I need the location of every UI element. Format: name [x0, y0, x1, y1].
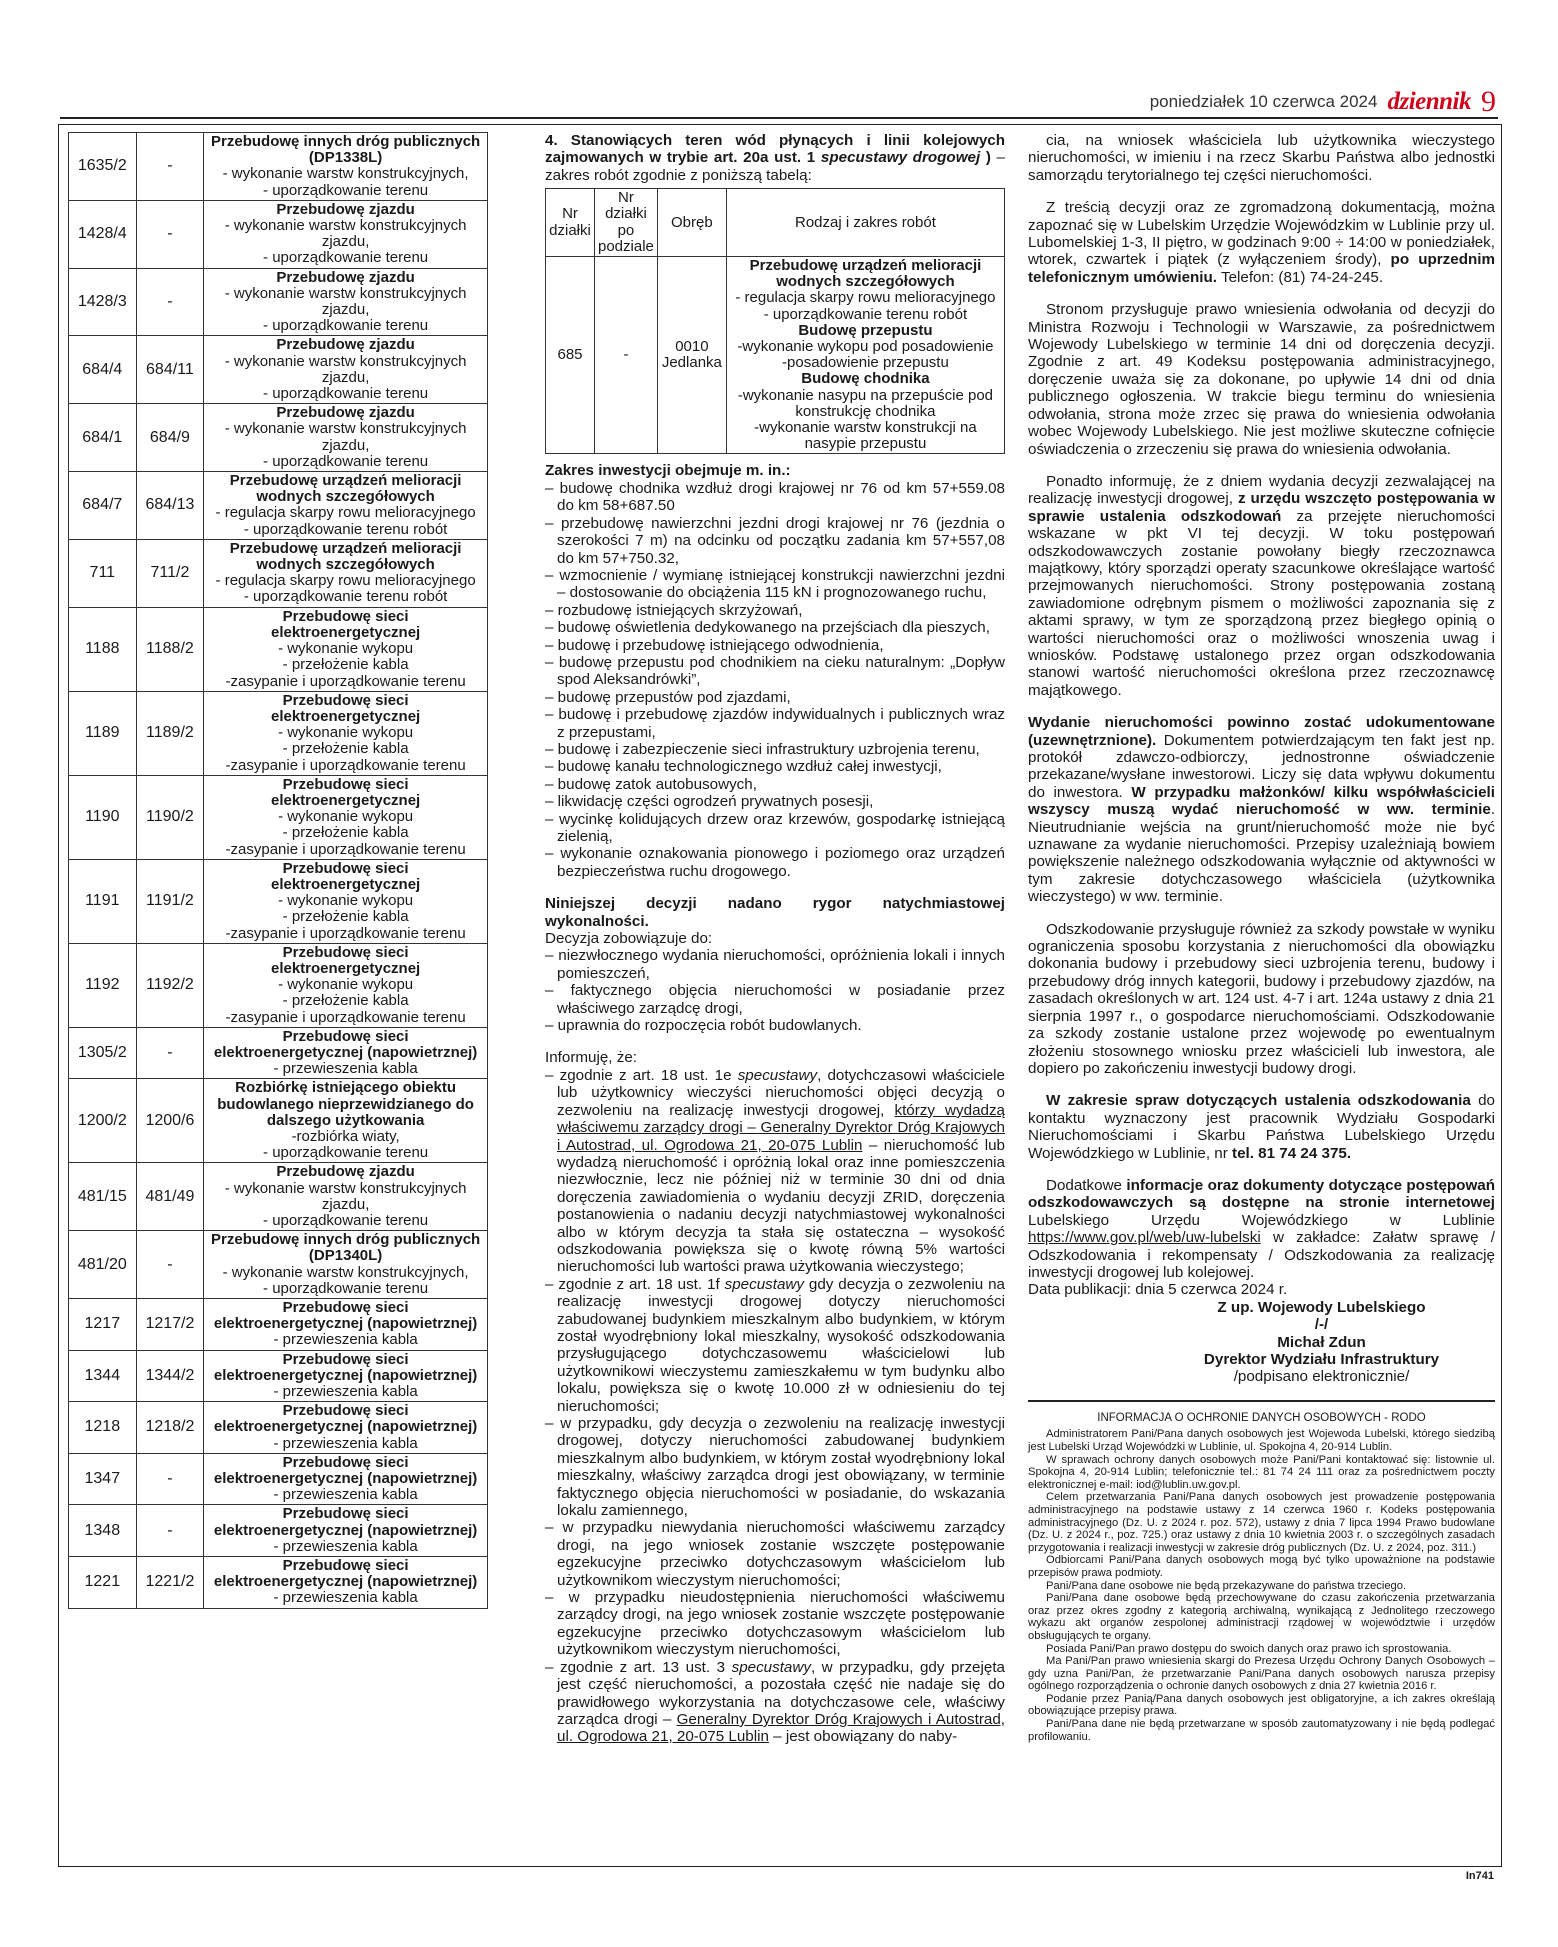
rygor-title: Niniejszej decyzji nadano rygor natychmiastowej wykonalności.: [545, 895, 1005, 930]
cell-parcel-nr: 1344: [69, 1350, 137, 1402]
cell-parcel-sub: 481/49: [136, 1163, 204, 1231]
column-3: [1028, 132, 1495, 1743]
th-obreb: Obręb: [657, 189, 726, 257]
cell-works: Przebudowę sieci elektroenergetycznej (napowietrznej) - przewieszenia kabla: [204, 1402, 488, 1454]
list-item: – wykonanie oznakowania pionowego i poziomego oraz urządzeń bezpieczeństwa ruchu drogowego.: [545, 845, 1005, 880]
cell-parcel-nr: 684/7: [69, 472, 137, 540]
cell-parcel-nr: 1217: [69, 1299, 137, 1351]
list-item: – niezwłocznego wydania nieruchomości, opróżnienia lokali i innych pomieszczeń,: [545, 947, 1005, 982]
rodo-title: INFORMACJA O OCHRONIE DANYCH OSOBOWYCH - RODO: [1097, 1411, 1426, 1424]
rygor-list: [545, 947, 1005, 1034]
cell-sub: -: [595, 257, 658, 454]
cell-parcel-sub: -: [136, 200, 204, 268]
info-list: [545, 1067, 1005, 1746]
cell-works: Przebudowę innych dróg publicznych (DP1340L) - wykonanie warstw konstrukcyjnych, - uporządkowanie terenu: [204, 1231, 488, 1299]
cell-works: Przebudowę sieci elektroenergetycznej (napowietrznej) - przewieszenia kabla: [204, 1299, 488, 1351]
paragraph: Wydanie nieruchomości powinno zostać udokumentowane (uzewnętrznione). Dokumentem potwierdzającym ten fakt jest np. protokół zdawczo-odbiorczy, jednostronne oświadczenie przekazane/wysłane inwestorowi. Liczy się data wpływu dokumentu do inwestora. W przypadku małżonków/ kilku współwłaścicieli wszyscy muszą wydać nieruchomość w ww. terminie. Nieutrudnianie wejścia na grunt/nieruchomość może nie być uznawane za wydanie nieruchomości. Przepisy uzależniają bowiem powiększenie należnego odszkodowania wyłącznie od aktywności w tym zakresie dotychczasowego właściciela (użytkownika wieczystego) w ww. terminie.: [1028, 714, 1495, 906]
table-row: [69, 775, 488, 859]
list-item: – zgodnie z art. 18 ust. 1f specustawy gdy decyzja o zezwoleniu na realizację inwestycji drogowej dotyczy nieruchomości zabudowanej budynkiem mieszkalnym albo budynkiem, w którym został wyodrębniony lokal mieszkalny, wysokość odszkodowania przysługującego dotychczasowemu właścicielowi lub użytkownikowi wieczystemu zamieszkałemu w tym budynku albo lokalu, powiększa się o kwotę 10.000 zł w odniesieniu do tej nieruchomości;: [545, 1276, 1005, 1415]
cell-nr: 685: [546, 257, 595, 454]
th-scope: Rodzaj i zakres robót: [726, 189, 1004, 257]
list-item: – budowę i przebudowę istniejącego odwodnienia,: [545, 637, 1005, 654]
cell-parcel-sub: -: [136, 1453, 204, 1505]
rodo-paragraph: Posiada Pani/Pan prawo dostępu do swoich danych oraz prawo ich sprostowania.: [1046, 1642, 1452, 1655]
cell-parcel-sub: -: [136, 1505, 204, 1557]
cell-works: Przebudowę innych dróg publicznych (DP1338L) - wykonanie warstw konstrukcyjnych, - uporządkowanie terenu: [204, 133, 488, 201]
table-row: [69, 1079, 488, 1163]
scope-title: Zakres inwestycji obejmuje m. in.:: [545, 462, 791, 480]
cell-parcel-sub: 684/11: [136, 336, 204, 404]
rodo-paragraph: Pani/Pana dane osobowe będą przechowywane do czasu zakończenia przetwarzania oraz przez okres zgodny z kategorią archiwalną, wynikającą z Jednolitego rzeczowego wykazu akt organów zespolonej administracji rządowej w województwie i urzędów obsługujących te organy.: [1028, 1592, 1495, 1642]
table-row: [69, 268, 488, 336]
cell-parcel-sub: -: [136, 1231, 204, 1299]
column-1: [68, 132, 488, 1609]
list-item: – budowę oświetlenia dedykowanego na przejściach dla pieszych,: [545, 619, 1005, 636]
table-row: [546, 257, 1005, 454]
table-row: [69, 472, 488, 540]
list-item: – faktycznego objęcia nieruchomości w posiadanie przez właściwego zarządcę drogi,: [545, 982, 1005, 1017]
cell-parcel-nr: 684/1: [69, 404, 137, 472]
rodo-paragraph: Administratorem Pani/Pana danych osobowych jest Wojewoda Lubelski, którego siedzibą jest Lubelski Urząd Wojewódzki w Lublinie, ul. Spokojna 4, 20-914 Lublin.: [1028, 1428, 1495, 1453]
cell-parcel-sub: 1192/2: [136, 943, 204, 1027]
cell-parcel-sub: 684/13: [136, 472, 204, 540]
list-item: – przebudowę nawierzchni jezdni drogi krajowej nr 76 (jezdnia o szerokości 7 m) na odcinku od początku zadania km 57+557,08 do km 57+750.32,: [545, 515, 1005, 567]
column-2: [545, 132, 1005, 1746]
cell-parcel-sub: 711/2: [136, 539, 204, 607]
cell-parcel-nr: 1347: [69, 1453, 137, 1505]
cell-parcel-sub: 1218/2: [136, 1402, 204, 1454]
table-row: [69, 336, 488, 404]
th-nr: Nr działki: [546, 189, 595, 257]
water-rail-table: [545, 188, 1005, 454]
cell-works: Przebudowę sieci elektroenergetycznej - wykonanie wykopu - przełożenie kabla -zasypanie i uporządkowanie terenu: [204, 607, 488, 691]
info-intro: Informuję, że:: [545, 1049, 638, 1067]
table-row: [69, 943, 488, 1027]
cell-works: Przebudowę sieci elektroenergetycznej - wykonanie wykopu - przełożenie kabla -zasypanie i uporządkowanie terenu: [204, 943, 488, 1027]
cell-parcel-sub: -: [136, 133, 204, 201]
list-item: – budowę przepustów pod zjazdami,: [545, 689, 1005, 706]
list-item: – budowę i przebudowę zjazdów indywidualnych i publicznych wraz z przepustami,: [545, 706, 1005, 741]
cell-parcel-sub: 1191/2: [136, 859, 204, 943]
rodo-paragraph: Celem przetwarzania Pani/Pana danych osobowych jest prowadzenie postępowania administracyjnego na podstawie ustawy z 14 czerwca 1960 r. Kodeks postępowania administracyjnego (Dz. U. z 2024 r. poz. 572), ustawy z dnia 7 lipca 1994 Prawo budowlane (Dz. U. z 2024 r., poz. 725.) oraz ustawy z dnia 10 kwietnia 2003 r. o szczególnych zasadach przygotowania i realizacji inwestycji w zakresie dróg publicznych (Dz. U. z 2024, poz. 311.): [1028, 1491, 1495, 1554]
list-item: – zgodnie z art. 18 ust. 1e specustawy, dotychczasowi właściciele lub użytkownicy wieczyści nieruchomości objęci decyzją o zezwoleniu na realizację inwestycji drogowej, którzy wydadzą właściwemu zarządcy drogi – Generalny Dyrektor Dróg Krajowych i Autostrad, ul. Ogrodowa 21, 20-075 Lublin – nieruchomość lub wydadzą nieruchomość i opróżnią lokal oraz inne pomieszczenia niezwłocznie, lecz nie później niż w terminie 30 dni od dnia doręczenia zawiadomienia o wydaniu decyzji ZRID, doręczenia postanowienia o nadaniu decyzji natychmiastowej wykonalności albo w którym decyzja ta stała się ostateczna – wysokość odszkodowania powiększa się o kwotę równą 5% wartości nieruchomości lub wartości prawa użytkowania wieczystego;: [545, 1067, 1005, 1276]
paragraph: Odszkodowanie przysługuje również za szkody powstałe w wyniku ograniczenia sposobu korzystania z nieruchomości dla obowiązku dokonania budowy i przebudowy sieci uzbrojenia terenu, budowy i przebudowy dróg innych kategorii, budowy i przebudowy zjazdów, na zasadach określonych w art. 124 ust. 4-7 i art. 124a ustawy z dnia 21 sierpnia 1997 r., o gospodarce nieruchomościami. Odszkodowanie za szkody zostanie ustalone przez wojewodę po ewentualnym złożeniu stosownego wniosku przez właścicieli lub inwestora, ale dopiero po zakończeniu inwestycji budowy drogi.: [1028, 920, 1495, 1077]
cell-works: Przebudowę sieci elektroenergetycznej (napowietrznej) - przewieszenia kabla: [204, 1453, 488, 1505]
header-rule: [60, 117, 1498, 119]
rodo-paragraph: Ma Pani/Pan prawo wniesienia skargi do Prezesa Urzędu Ochrony Danych Osobowych – gdy uzna Pani/Pan, że przetwarzanie Pani/Pana danych osobowych narusza przepisy ogólnego rozporządzenia o ochronie danych osobowych z dnia 27 kwietnia 2016 r.: [1028, 1655, 1495, 1693]
table-row: [69, 691, 488, 775]
page-number: 9: [1481, 85, 1496, 118]
cell-parcel-nr: 1191: [69, 859, 137, 943]
table-row: [69, 539, 488, 607]
list-item: – budowę i zabezpieczenie sieci infrastruktury uzbrojenia terenu,: [545, 741, 1005, 758]
cell-parcel-nr: 1200/2: [69, 1079, 137, 1163]
newspaper-logo: dziennik: [1387, 88, 1471, 115]
cell-parcel-sub: -: [136, 1027, 204, 1079]
list-item: – w przypadku, gdy decyzja o zezwoleniu na realizację inwestycji drogowej, dotyczy nieruchomości zabudowanej budynkiem mieszkalnym albo budynkiem, w którym został wyodrębniony lokal mieszkalny, właściwy zarządca drogi jest obowiązany, w terminie faktycznego objęcia nieruchomości w posiadanie, do wskazania lokalu zamiennego,: [545, 1415, 1005, 1519]
cell-works: Przebudowę urządzeń melioracji wodnych szczegółowych - regulacja skarpy rowu melioracyjnego - uporządkowanie terenu robót: [204, 539, 488, 607]
rodo-paragraph: W sprawach ochrony danych osobowych może Pani/Pani kontaktować się: listownie ul. Spokojna 4, 20-914 Lublin; telefonicznie tel.: 81 74 24 111 oraz za pośrednictwem poczty elektronicznej e-mail: iod@lublin.uw.gov.pl.: [1028, 1453, 1495, 1491]
cell-parcel-nr: 481/20: [69, 1231, 137, 1299]
cell-works: Przebudowę sieci elektroenergetycznej (napowietrznej) - przewieszenia kabla: [204, 1027, 488, 1079]
cell-parcel-nr: 1189: [69, 691, 137, 775]
cell-parcel-nr: 1428/3: [69, 268, 137, 336]
issue-date: poniedziałek 10 czerwca 2024: [1149, 92, 1378, 111]
rodo-paragraph: Pani/Pana dane osobowe nie będą przekazywane do państwa trzeciego.: [1046, 1579, 1407, 1592]
cell-works: Przebudowę zjazdu - wykonanie warstw konstrukcyjnych zjazdu, - uporządkowanie terenu: [204, 1163, 488, 1231]
cell-parcel-sub: 1221/2: [136, 1557, 204, 1609]
paragraph: Stronom przysługuje prawo wniesienia odwołania od decyzji do Ministra Rozwoju i Technologii w Warszawie, za pośrednictwem Wojewody Lubelskiego w terminie 14 dni od doręczenia decyzji. Zgodnie z art. 49 Kodeksu postępowania administracyjnego, doręczenie uważa się za dokonane, po upływie 14 dni od dnia publicznego ogłoszenia. W trakcie biegu terminu do wniesienia odwołania, strona może zrzec się prawa do wniesienia odwołania wobec Wojewody Lubelskiego. Nie jest możliwe skuteczne cofnięcie oświadczenia o zrzeczeniu się prawa do wniesienia odwołania.: [1028, 301, 1495, 458]
ad-code: In741: [1465, 1870, 1494, 1882]
paragraph: Dodatkowe informacje oraz dokumenty dotyczące postępowań odszkodowawczych są dostępne na stronie internetowej Lubelskiego Urzędu Wojewódzkiego w Lublinie https://www.gov.pl/web/uw-lubelski w zakładce: Załatw sprawę / Odszkodowania i rekompensaty / Odszkodowania za realizację inwestycji drogowej lub kolejowej.: [1028, 1176, 1495, 1281]
table-row: [69, 133, 488, 201]
list-item: – wycinkę kolidujących drzew oraz krzewów, gospodarkę istniejącą zielenią,: [545, 811, 1005, 846]
list-item: – rozbudowę istniejących skrzyżowań,: [545, 602, 1005, 619]
list-item: – zgodnie z art. 13 ust. 3 specustawy, w przypadku, gdy przejęta jest część nieruchomości, a pozostała część nie nadaje się do prawidłowego wykorzystania na dotychczasowe cele, właściwy zarządca drogi – Generalny Dyrektor Dróg Krajowych i Autostrad, ul. Ogrodowa 21, 20-075 Lublin – jest obowiązany do naby-: [545, 1659, 1005, 1746]
cell-parcel-nr: 1192: [69, 943, 137, 1027]
web-link[interactable]: https://www.gov.pl/web/uw-lubelski: [1028, 1229, 1261, 1247]
list-item: – wzmocnienie / wymianę istniejącej konstrukcji nawierzchni jezdni – dostosowanie do obciążenia 115 kN i prognozowanego ruchu,: [545, 567, 1005, 602]
cell-parcel-nr: 481/15: [69, 1163, 137, 1231]
signature-block: Z up. Wojewody Lubelskiego /-/ Michał Zdun Dyrektor Wydziału Infrastruktury /podpisano elektronicznie/: [1203, 1298, 1440, 1386]
cell-works: Rozbiórkę istniejącego obiektu budowlanego nieprzewidzianego do dalszego użytkowania -rozbiórka wiaty, - uporządkowanie terenu: [204, 1079, 488, 1163]
cell-parcel-sub: 1188/2: [136, 607, 204, 691]
cell-works: Przebudowę sieci elektroenergetycznej - wykonanie wykopu - przełożenie kabla -zasypanie i uporządkowanie terenu: [204, 691, 488, 775]
cell-parcel-nr: 1218: [69, 1402, 137, 1454]
cell-parcel-sub: 1344/2: [136, 1350, 204, 1402]
list-item: – budowę kanału technologicznego wzdłuż całej inwestycji,: [545, 758, 1005, 775]
cell-parcel-nr: 711: [69, 539, 137, 607]
cell-parcel-sub: 1200/6: [136, 1079, 204, 1163]
table-row: [69, 859, 488, 943]
paragraph: cia, na wniosek właściciela lub użytkownika wieczystego nieruchomości, w imieniu i na rzecz Skarbu Państwa albo jednostki samorządu terytorialnego tej części nieruchomości.: [1028, 132, 1495, 184]
cell-works: Przebudowę zjazdu - wykonanie warstw konstrukcyjnych zjazdu, - uporządkowanie terenu: [204, 336, 488, 404]
table-row: [69, 1027, 488, 1079]
cell-parcel-sub: -: [136, 268, 204, 336]
cell-parcel-nr: 1428/4: [69, 200, 137, 268]
table-row: [69, 607, 488, 691]
table-row: [69, 404, 488, 472]
list-item: – likwidację części ogrodzeń prywatnych posesji,: [545, 793, 1005, 810]
cell-works: Przebudowę sieci elektroenergetycznej - wykonanie wykopu - przełożenie kabla -zasypanie i uporządkowanie terenu: [204, 775, 488, 859]
cell-parcel-nr: 1305/2: [69, 1027, 137, 1079]
cell-parcel-nr: 1188: [69, 607, 137, 691]
paragraph: Z treścią decyzji oraz ze zgromadzoną dokumentacją, można zapoznać się w Lubelskim Urzędzie Wojewódzkim w Lublinie przy ul. Lubomelskiej 1-3, II piętro, w godzinach 9:00 ÷ 14:00 w poniedziałek, wtorek, czwartek i piątek (z wyłączeniem środy), po uprzednim telefonicznym umówieniu. Telefon: (81) 74-24-245.: [1028, 199, 1495, 286]
publication-date: Data publikacji: dnia 5 czerwca 2024 r.: [1028, 1281, 1288, 1299]
table-row: [69, 1505, 488, 1557]
list-item: – uprawnia do rozpoczęcia robót budowlanych.: [545, 1017, 1005, 1034]
cell-parcel-nr: 1190: [69, 775, 137, 859]
table-row: [69, 1557, 488, 1609]
table-row: [69, 1350, 488, 1402]
list-item: – w przypadku nieudostępnienia nieruchomości właściwemu zarządcy drogi, na jego wniosek zostanie wszczęte postępowanie egzekucyjne przeciwko dotychczasowym właścicielom lub użytkownikom wieczystym nieruchomości,: [545, 1589, 1005, 1659]
table-row: [69, 1299, 488, 1351]
table-row: [69, 200, 488, 268]
cell-works: Przebudowę sieci elektroenergetycznej (napowietrznej) - przewieszenia kabla: [204, 1557, 488, 1609]
list-item: – budowę zatok autobusowych,: [545, 776, 1005, 793]
list-item: – budowę chodnika wzdłuż drogi krajowej nr 76 od km 57+559.08 do km 58+687.50: [545, 480, 1005, 515]
cell-works: Przebudowę sieci elektroenergetycznej (napowietrznej) - przewieszenia kabla: [204, 1350, 488, 1402]
page-header: [1149, 85, 1496, 118]
rodo-paragraph: Pani/Pana dane nie będą przetwarzane w sposób zautomatyzowany i nie będą podlegać profilowaniu.: [1028, 1718, 1495, 1743]
cell-works: Przebudowę urządzeń melioracji wodnych szczegółowych - regulacja skarpy rowu melioracyjnego - uporządkowanie terenu robót: [204, 472, 488, 540]
cell-parcel-sub: 1190/2: [136, 775, 204, 859]
cell-scope: Przebudowę urządzeń melioracji wodnych szczegółowych - regulacja skarpy rowu melioracyjnego - uporządkowanie terenu robót Budowę przepustu -wykonanie wykopu pod posadowienie -posadowienie przepustu Budowę chodnika -wykonanie nasypu na przepuście pod konstrukcję chodnika -wykonanie warstw konstrukcji na nasypie przepustu: [726, 257, 1004, 454]
rodo-body: [1028, 1428, 1495, 1743]
th-sub: Nr działki po podziale: [595, 189, 658, 257]
table-row: [69, 1231, 488, 1299]
cell-parcel-nr: 1348: [69, 1505, 137, 1557]
paragraph: Ponadto informuję, że z dniem wydania decyzji zezwalającej na realizację inwestycji drogowej, z urzędu wszczęto postępowania w sprawie ustalenia odszkodowań za przejęte nieruchomości wskazane w pkt VI tej decyzji. W toku postępowań odszkodowawczych zostanie powołany biegły rzeczoznawca majątkowy, który sporządzi operaty szacunkowe określające wartość przejmowanych nieruchomości. Strony postępowania zostaną zawiadomione odrębnym pismem o możliwości zapoznania się z aktami sprawy, w tym ze sporządzoną przez biegłego opinią o wartości nieruchomości oraz o możliwości wnoszenia uwag i wniosków. Podstawę ustalonego przez organ odszkodowania stanowi wartość nieruchomości określona przez rzeczoznawcę majątkowego.: [1028, 472, 1496, 699]
section-4-intro: 4. Stanowiących teren wód płynących i linii kolejowych zajmowanych w trybie art. 20a ust. 1 specustawy drogowej ) – zakres robót zgodnie z poniższą tabelą:: [545, 132, 1006, 184]
cell-parcel-nr: 1635/2: [69, 133, 137, 201]
list-item: – budowę przepustu pod chodnikiem na cieku naturalnym: „Dopływ spod Aleksandrówki”,: [545, 654, 1005, 689]
cell-parcel-nr: 1221: [69, 1557, 137, 1609]
rodo-notice: [1028, 1400, 1495, 1743]
rodo-paragraph: Podanie przez Panią/Pana danych osobowych jest obligatoryjne, a ich zakres określają obowiązujące przepisy prawa.: [1028, 1692, 1495, 1718]
rygor-intro: Decyzja zobowiązuje do:: [545, 930, 713, 948]
table-row: [69, 1402, 488, 1454]
cell-parcel-nr: 684/4: [69, 336, 137, 404]
table-row: [69, 1453, 488, 1505]
table-row: [69, 1163, 488, 1231]
parcels-table-body: [69, 133, 488, 1609]
cell-works: Przebudowę sieci elektroenergetycznej - wykonanie wykopu - przełożenie kabla -zasypanie i uporządkowanie terenu: [204, 859, 488, 943]
cell-parcel-sub: 684/9: [136, 404, 204, 472]
cell-parcel-sub: 1189/2: [136, 691, 204, 775]
paragraph: W zakresie spraw dotyczących ustalenia odszkodowania do kontaktu wyznaczony jest pracownik Wydziału Gospodarki Nieruchomościami i Skarbu Państwa Lubelskiego Urzędu Wojewódzkiego w Lublinie, nr tel. 81 74 24 375.: [1028, 1092, 1495, 1162]
rodo-paragraph: Odbiorcami Pani/Pana danych osobowych mogą być tylko upoważnione na podstawie przepisów prawa podmioty.: [1028, 1554, 1495, 1579]
list-item: – w przypadku niewydania nieruchomości właściwemu zarządcy drogi, na jego wniosek zostanie wszczęte postępowanie egzekucyjne przeciwko dotychczasowym właścicielom lub użytkownikom wieczystym nieruchomości;: [545, 1519, 1005, 1589]
scope-list: [545, 480, 1005, 880]
cell-parcel-sub: 1217/2: [136, 1299, 204, 1351]
cell-works: Przebudowę zjazdu - wykonanie warstw konstrukcyjnych zjazdu, - uporządkowanie terenu: [204, 200, 488, 268]
cell-obreb: 0010 Jedlanka: [657, 257, 726, 454]
parcels-table: [68, 132, 488, 1609]
cell-works: Przebudowę zjazdu - wykonanie warstw konstrukcyjnych zjazdu, - uporządkowanie terenu: [204, 268, 488, 336]
cell-works: Przebudowę sieci elektroenergetycznej (napowietrznej) - przewieszenia kabla: [204, 1505, 488, 1557]
cell-works: Przebudowę zjazdu - wykonanie warstw konstrukcyjnych zjazdu, - uporządkowanie terenu: [204, 404, 488, 472]
